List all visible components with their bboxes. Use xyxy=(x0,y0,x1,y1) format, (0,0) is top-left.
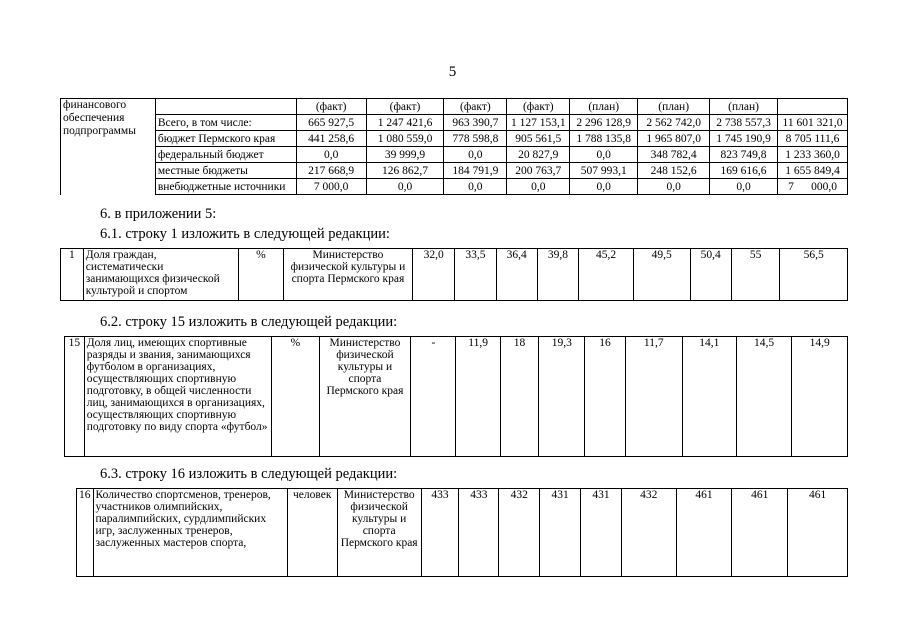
finance-header-cell: (факт) xyxy=(366,99,444,115)
finance-row-label: федеральный бюджет xyxy=(155,147,296,163)
table-row xyxy=(65,337,848,457)
finance-header-empty xyxy=(155,99,296,115)
value-cell: 39,8 xyxy=(537,249,578,301)
finance-cell: 248 152,6 xyxy=(638,163,710,179)
responsible-org: Министерство физической культуры и спорта Пермского края xyxy=(337,489,421,577)
finance-cell: 778 598,8 xyxy=(444,131,507,147)
finance-cell: 169 616,6 xyxy=(710,163,778,179)
indicator-name: Доля граждан, систематически занимающихся физической культурой и спортом xyxy=(83,249,238,301)
value-cell: 36,4 xyxy=(496,249,537,301)
finance-cell: 963 390,7 xyxy=(444,115,507,131)
row-number: 1 xyxy=(61,249,84,301)
value-cell: 431 xyxy=(581,489,622,577)
finance-cell: 0,0 xyxy=(638,179,710,195)
finance-cell: 1 233 360,0 xyxy=(778,147,848,163)
value-cell: 461 xyxy=(788,489,848,577)
finance-cell: 184 791,9 xyxy=(444,163,507,179)
row-number: 15 xyxy=(65,337,85,457)
value-cell: 50,4 xyxy=(690,249,731,301)
finance-cell: 348 782,4 xyxy=(638,147,710,163)
finance-cell: 905 561,5 xyxy=(507,131,570,147)
finance-row-local xyxy=(61,163,848,179)
value-cell: 433 xyxy=(459,489,499,577)
finance-cell: 2 562 742,0 xyxy=(638,115,710,131)
finance-cell: 2 738 557,3 xyxy=(710,115,778,131)
page-number: 5 xyxy=(448,64,457,80)
finance-cell: 7 000,0 xyxy=(778,179,848,195)
finance-cell: 1 080 559,0 xyxy=(366,131,444,147)
finance-header-cell xyxy=(778,99,848,115)
finance-cell: 1 247 421,6 xyxy=(366,115,444,131)
responsible-org: Министерство физической культуры и спорта Пермского края xyxy=(283,249,412,301)
indicator-name: Количество спортсменов, тренеров, участников олимпийских, паралимпийских, сурдлимпийских игр, заслуженных тренеров, заслуженных мастеров спорта, xyxy=(93,489,287,577)
finance-cell: 507 993,1 xyxy=(570,163,638,179)
finance-row-federal xyxy=(61,147,848,163)
finance-row-label: бюджет Пермского края xyxy=(155,131,296,147)
row-number: 16 xyxy=(77,489,94,577)
finance-cell: 200 763,7 xyxy=(507,163,570,179)
indicator-unit: % xyxy=(238,249,283,301)
finance-cell: 1 965 807,0 xyxy=(638,131,710,147)
finance-cell: 0,0 xyxy=(444,179,507,195)
heading-row-15: 6.2. строку 15 изложить в следующей редакции: xyxy=(100,314,398,330)
value-cell: 431 xyxy=(540,489,581,577)
finance-first-col: финансового обеспечения подпрограммы xyxy=(61,99,156,195)
finance-row-total xyxy=(61,115,848,131)
heading-row-1: 6.1. строку 1 изложить в следующей редакции: xyxy=(100,226,390,242)
value-cell: 432 xyxy=(621,489,676,577)
indicator-table-row16 xyxy=(76,488,848,577)
finance-cell: 823 749,8 xyxy=(710,147,778,163)
value-cell: 432 xyxy=(499,489,540,577)
finance-table xyxy=(60,98,848,195)
value-cell: 19,3 xyxy=(539,337,585,457)
indicator-unit: человек xyxy=(287,489,337,577)
finance-cell: 126 862,7 xyxy=(366,163,444,179)
value-cell: 461 xyxy=(676,489,732,577)
finance-header-cell: (план) xyxy=(570,99,638,115)
finance-cell: 0,0 xyxy=(507,179,570,195)
finance-cell: 7 000,0 xyxy=(296,179,366,195)
finance-header-cell: (факт) xyxy=(444,99,507,115)
value-cell: 55 xyxy=(731,249,780,301)
finance-cell: 0,0 xyxy=(296,147,366,163)
finance-cell: 0,0 xyxy=(366,179,444,195)
value-cell: 33,5 xyxy=(455,249,496,301)
finance-cell: 2 296 128,9 xyxy=(570,115,638,131)
value-cell: 11,7 xyxy=(625,337,682,457)
indicator-name: Доля лиц, имеющих спортивные разряды и звания, занимающихся футболом в организациях, осуществляющих спортивную подготовку, в общей численности лиц, занимающихся в организациях, осуществляющих спортивную подготовку по виду спорта «футбол» xyxy=(84,337,271,457)
finance-row-regional xyxy=(61,131,848,147)
finance-cell: 0,0 xyxy=(570,179,638,195)
finance-cell: 665 927,5 xyxy=(296,115,366,131)
finance-cell: 0,0 xyxy=(710,179,778,195)
finance-cell: 217 668,9 xyxy=(296,163,366,179)
finance-cell: 39 999,9 xyxy=(366,147,444,163)
finance-cell: 1 745 190,9 xyxy=(710,131,778,147)
finance-cell: 1 788 135,8 xyxy=(570,131,638,147)
heading-appendix-5: 6. в приложении 5: xyxy=(100,206,217,222)
finance-cell: 1 127 153,1 xyxy=(507,115,570,131)
value-cell: 11,9 xyxy=(456,337,500,457)
value-cell: 14,9 xyxy=(792,337,848,457)
table-row xyxy=(77,489,848,577)
value-cell: 16 xyxy=(585,337,625,457)
indicator-table-row15 xyxy=(64,336,848,457)
finance-cell: 1 655 849,4 xyxy=(778,163,848,179)
value-cell: 49,5 xyxy=(633,249,690,301)
value-cell: 433 xyxy=(421,489,459,577)
value-cell: 14,5 xyxy=(736,337,792,457)
finance-row-label: внебюджетные источники xyxy=(155,179,296,195)
value-cell: 32,0 xyxy=(413,249,455,301)
heading-row-16: 6.3. строку 16 изложить в следующей редакции: xyxy=(100,466,398,482)
finance-header-row xyxy=(61,99,848,115)
value-cell: 18 xyxy=(500,337,538,457)
finance-cell: 8 705 111,6 xyxy=(778,131,848,147)
finance-row-label: местные бюджеты xyxy=(155,163,296,179)
finance-header-cell: (план) xyxy=(710,99,778,115)
finance-header-cell: (план) xyxy=(638,99,710,115)
finance-cell: 20 827,9 xyxy=(507,147,570,163)
value-cell: 45,2 xyxy=(579,249,634,301)
finance-cell: 0,0 xyxy=(444,147,507,163)
value-cell: 56,5 xyxy=(780,249,848,301)
value-cell: 14,1 xyxy=(682,337,736,457)
indicator-table-row1 xyxy=(60,248,848,301)
finance-header-cell: (факт) xyxy=(296,99,366,115)
table-row xyxy=(61,249,848,301)
finance-cell: 0,0 xyxy=(570,147,638,163)
finance-row-label: Всего, в том числе: xyxy=(155,115,296,131)
finance-cell: 441 258,6 xyxy=(296,131,366,147)
responsible-org: Министерство физической культуры и спорта Пермского края xyxy=(319,337,411,457)
value-cell: - xyxy=(411,337,456,457)
indicator-unit: % xyxy=(272,337,319,457)
value-cell: 461 xyxy=(732,489,788,577)
finance-row-extrabudget xyxy=(61,179,848,195)
finance-header-cell: (факт) xyxy=(507,99,570,115)
finance-cell: 11 601 321,0 xyxy=(778,115,848,131)
